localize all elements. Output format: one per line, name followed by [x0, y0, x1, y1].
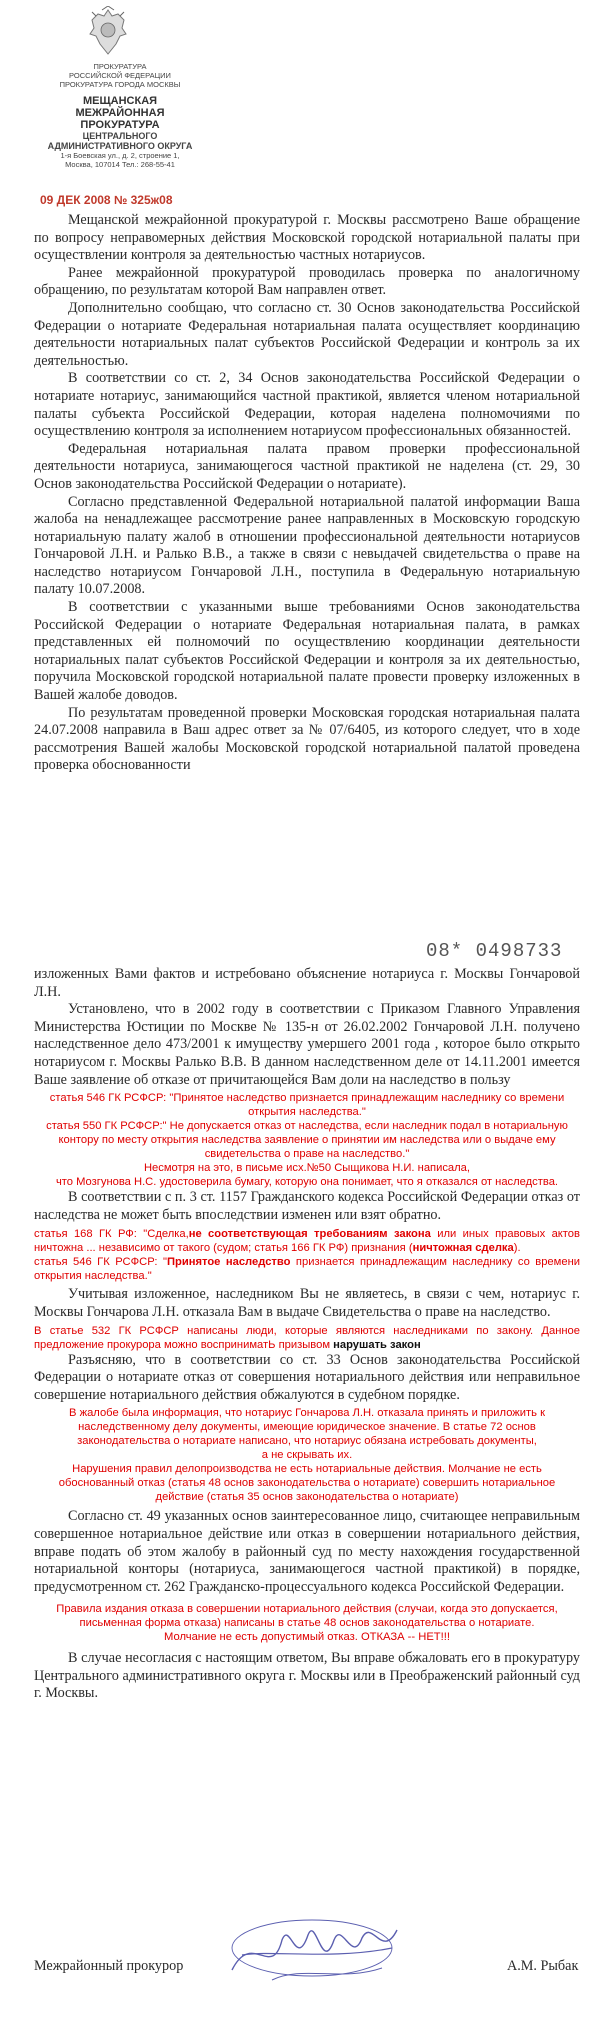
annotation-text: или иных правовых актов ничтожна ... независимо от такого (судом; статья 166 ГК РФ) признания (: [34, 1228, 580, 1255]
office-line-2: МЕЖРАЙОННАЯ: [75, 107, 165, 119]
annotation-line: статья 550 ГК РСФСР:" Не допускается отказ от наследства, если наследник подал в нотариальную контору по месту открытия наследства заявление о принятии им наследства или о выдаче ему свидетельства о праве на наследство.": [46, 1120, 568, 1161]
paragraph: Согласно ст. 49 указанных основ заинтересованное лицо, считающее неправильным совершенное нотариальное действие или отказ в совершении нотариального действия, вправе подать об этом жалобу в районный суд по месту нахождения государственной нотариальной конторы (нотариуса, занимающегося частной практикой) в порядке, предусмотренном ст. 262 Гражданско-процессуального кодекса Российской Федерации.: [34, 1508, 580, 1595]
annotation-text: признается принадлежащим наследнику со времени открытия наследства.": [34, 1256, 580, 1283]
paragraph: В случае несогласия с настоящим ответом, Вы вправе обжаловать его в прокуратуру Центрального административного округа г. Москвы или в Преображенский районный суд г. Москвы.: [34, 1650, 580, 1702]
letter-body-part-1: [34, 212, 580, 775]
paragraph: В соответствии с п. 3 ст. 1157 Гражданского кодекса Российской Федерации отказ от наследства не может быть впоследствии изменен или взят обратно.: [34, 1189, 580, 1223]
letterhead: [40, 62, 200, 169]
page-serial-number: 08* 0498733: [426, 940, 563, 962]
org-line-2: РОССИЙСКОЙ ФЕДЕРАЦИИ: [69, 71, 171, 80]
paragraph: По результатам проведенной проверки Московская городская нотариальная палата 24.07.2008 направила в Ваш адрес ответ за № 07/6405, из которого следует, что в ходе рассмотрения Вашей жалобы Московской городской нотариальной палатой проведена проверка обоснованности: [34, 704, 580, 774]
annotation-text: В статье 532 ГК РСФСР написаны люди, которые являются наследниками по закону. Данное предложение прокурора можно восприниматЬ призывом: [34, 1324, 580, 1351]
signatory-title: Межрайонный прокурор: [34, 1958, 184, 1974]
paragraph: Учитывая изложенное, наследником Вы не являетесь, в связи с чем, нотариус г. Москвы Гончарова Л.Н. отказала Вам в выдаче Свидетельства о праве на наследство.: [34, 1286, 580, 1320]
paragraph: В соответствии со ст. 2, 34 Основ законодательства Российской Федерации о нотариате нотариус, занимающийся частной практикой, является членом нотариальной палаты субъекта Российской Федерации, которая наделена полномочиями по осуществлению контроля за исполнением нотариусом профессиональных обязанностей.: [34, 370, 580, 440]
paragraph: изложенных Вами фактов и истребовано объяснение нотариуса г. Москвы Гончаровой Л.Н.: [34, 966, 580, 1000]
address-line-1: 1-я Боевская ул., д. 2, строение 1,: [60, 151, 180, 160]
annotation-note-1: [34, 1091, 580, 1189]
annotation-bold: не соответствующая требованиям закона: [188, 1228, 431, 1241]
annotation-note-4: [34, 1406, 580, 1504]
paragraph: Разъясняю, что в соответствии со ст. 33 Основ законодательства Российской Федерации о нотариате отказ от совершения нотариального действия или неправильное совершение нотариального действия обжалуются в судебном порядке.: [34, 1351, 580, 1403]
paragraph: Федеральная нотариальная палата правом проверки профессиональной деятельности нотариуса, занимающегося частной практикой не наделена (ст. 29, 30 Основ законодательства Российской Федерации о нотариате).: [34, 440, 580, 492]
annotation-line: Молчание не есть допустимый отказ. ОТКАЗА -- НЕТ!!!: [164, 1631, 450, 1644]
annotation-line: что Мозгунова Н.С. удостоверила бумагу, которую она понимает, что я отказался от наследства.: [55, 1176, 559, 1189]
annotation-note-3: [34, 1324, 580, 1352]
address-line-2: Москва, 107014 Тел.: 268-55-41: [65, 160, 175, 169]
org-line-1: ПРОКУРАТУРА: [93, 62, 147, 71]
paragraph: Дополнительно сообщаю, что согласно ст. 30 Основ законодательства Российской Федерации о нотариате Федеральная нотариальная палата осуществляет координацию деятельности нотариальных палат субъектов Российской Федерации и контроль за их деятельностью.: [34, 299, 580, 369]
office-line-3: ПРОКУРАТУРА: [80, 119, 160, 131]
paragraph: Согласно представленной Федеральной нотариальной палатой информации Ваша жалоба на ненадлежащее рассмотрение ранее направленных в Московскую городскую нотариальную палату жалоб в отношении профессиональной деятельности нотариусов Гончаровой Л.Н. и Ралько В.В., а также в связи с невыдачей свидетельства о праве на наследство нотариусом Гончаровой Л.Н., поступила в Федеральную нотариальную палату 10.07.2008.: [34, 493, 580, 598]
annotation-line: а не скрывать их.: [261, 1449, 353, 1462]
annotation-note-5: [34, 1602, 580, 1644]
letter-body-part-2: [34, 966, 580, 1703]
handwritten-signature: [212, 1910, 412, 1990]
annotation-line: статья 546 ГК РСФСР: "Принятое наследство признается принадлежащим наследнику со времени открытия наследства.": [49, 1092, 565, 1119]
org-line-3: ПРОКУРАТУРА ГОРОДА МОСКВЫ: [59, 80, 181, 89]
office-line-5: АДМИНИСТРАТИВНОГО ОКРУГА: [47, 141, 193, 151]
paragraph: Мещанской межрайонной прокуратурой г. Москвы рассмотрено Ваше обращение по вопросу неправомерных действия Московской городской нотариальной палаты при осуществлении контроля за деятельностью частных нотариусов.: [34, 212, 580, 264]
office-line-4: ЦЕНТРАЛЬНОГО: [82, 131, 158, 141]
annotation-bold: нарушать закон: [333, 1338, 421, 1351]
annotation-line: Правила издания отказа в совершении нотариального действия (случаи, когда это допускается, письменная форма отказа) написаны в статье 48 основ законодательства о нотариате.: [56, 1603, 558, 1630]
annotation-note-2: [34, 1227, 580, 1283]
annotation-text: статья 168 ГК РФ: "Сделка,: [34, 1228, 189, 1241]
signatory-name: А.М. Рыбак: [507, 1958, 579, 1974]
paragraph: Ранее межрайонной прокуратурой проводилась проверка по аналогичному обращению, по результатам которой Вам направлен ответ.: [34, 264, 580, 299]
office-line-1: МЕЩАНСКАЯ: [82, 95, 158, 107]
annotation-bold: Принятое наследство: [166, 1256, 291, 1269]
date-number-stamp: 09 ДЕК 2008 № 325ж08: [40, 193, 173, 207]
paragraph: В соответствии с указанными выше требованиями Основ законодательства Российской Федерации о нотариате Федеральная нотариальная палата, в рамках представленных ей полномочий по осуществлению координации деятельности нотариальных палат субъектов Российской Федерации и контроля за их деятельностью, поручила Московской городской нотариальной палате провести проверку изложенных в Вашей жалобе доводов.: [34, 599, 580, 704]
annotation-text: ).: [513, 1242, 521, 1255]
annotation-bold: ничтожная сделка: [412, 1242, 514, 1255]
annotation-text: статья 546 ГК РСФСР: ": [34, 1256, 167, 1269]
annotation-line: Нарушения правил делопроизводства не есть нотариальные действия. Молчание не есть обоснованный отказ (статья 48 основ законодательства о нотариате) совершить нотариальное действие (статья 35 основ законодательства о нотариате): [58, 1463, 556, 1504]
coat-of-arms-emblem: [84, 6, 132, 58]
paragraph: Установлено, что в 2002 году в соответствии с Приказом Главного Управления Министерства Юстиции по Москве № 135-н от 26.02.2002 Гончаровой Л.Н. получено наследственное дело 473/2001 к имуществу умершего 2001 года , которое было открыто нотариусом г. Москвы Ралько В.В. В данном наследственном деле от 14.11.2001 имеется Ваше заявление об отказе от причитающейся Вам доли на наследство в пользу: [34, 1001, 580, 1088]
annotation-line: Несмотря на это, в письме исх.№50 Сыщикова Н.И. написала,: [143, 1162, 471, 1175]
annotation-line: В жалобе была информация, что нотариус Гончарова Л.Н. отказала принять и приложить к наследственному делу документы, имеющие юридическое значение. В статье 72 основ законодательства о нотариате написано, что нотариус обязана истребовать документы,: [69, 1407, 545, 1448]
